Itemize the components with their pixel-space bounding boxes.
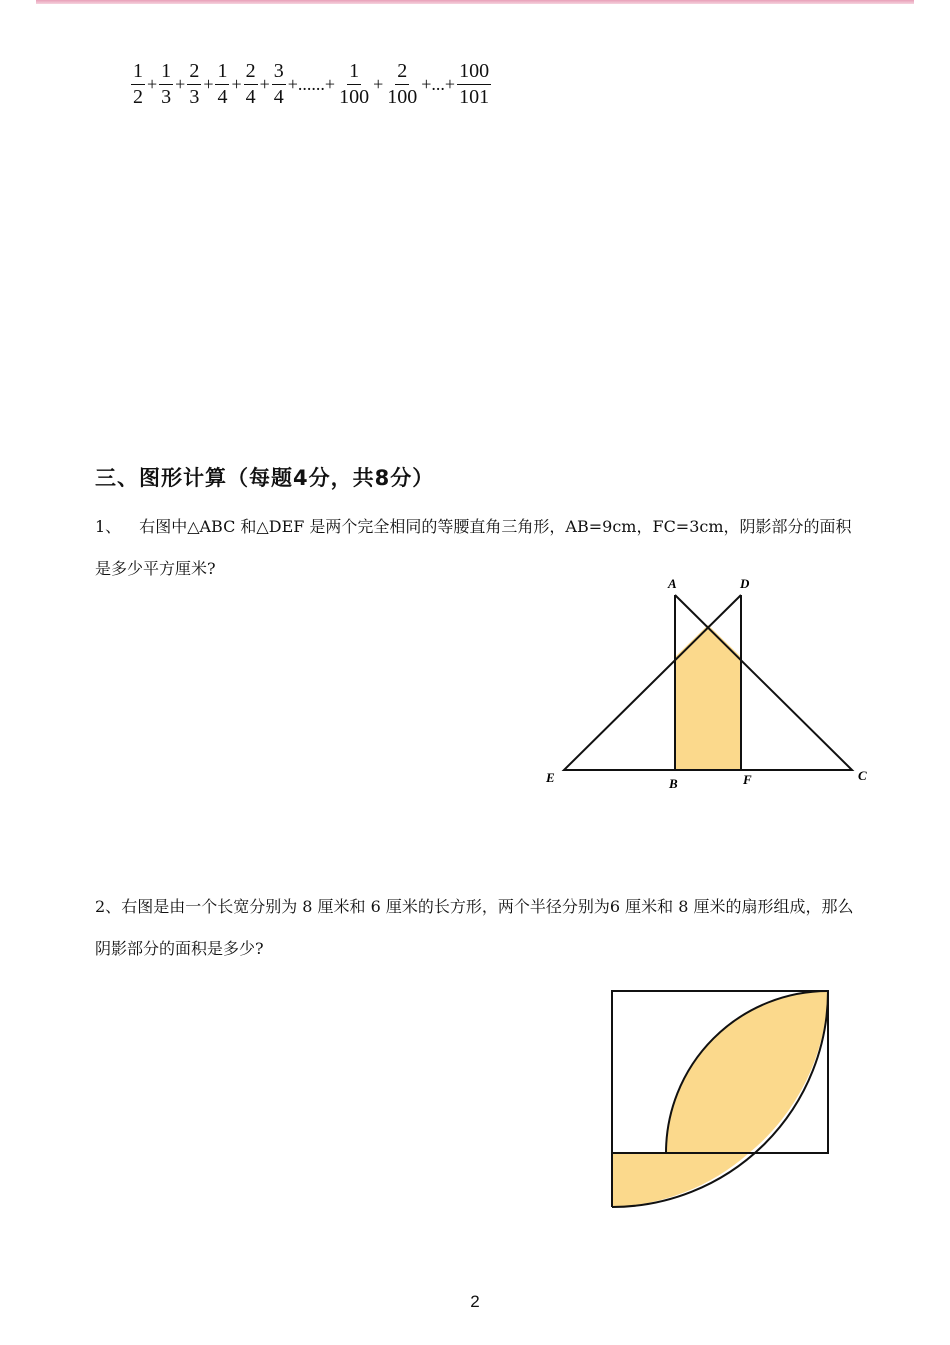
formula-fraction	[131, 61, 145, 108]
fraction-numerator: 1	[159, 61, 173, 85]
question-1-number: 1、	[95, 517, 122, 536]
formula-operator: +	[203, 73, 214, 94]
triangles-figure	[540, 570, 880, 800]
fraction-numerator: 1	[215, 61, 229, 85]
formula-operator: +......+	[287, 73, 336, 94]
fraction-sum-formula	[130, 56, 492, 112]
top-border	[36, 0, 914, 4]
formula-fraction	[159, 61, 173, 108]
question-1-text: 右图中△ABC 和△DEF 是两个完全相同的等腰直角三角形，AB=9cm，FC=3cm，阴影部分的面积是多少平方厘米?	[95, 517, 852, 578]
label-c: C	[858, 768, 867, 783]
fraction-numerator: 3	[272, 61, 286, 85]
fraction-denominator: 4	[273, 85, 284, 108]
label-b: B	[669, 776, 678, 791]
formula-fraction	[385, 61, 419, 108]
fraction-numerator: 100	[457, 61, 491, 85]
formula-fraction	[215, 61, 229, 108]
label-e: E	[546, 770, 555, 785]
page-number: 2	[470, 1292, 480, 1311]
formula-operator: +	[231, 73, 242, 94]
shaded-lower	[612, 1153, 749, 1207]
fraction-numerator: 2	[244, 61, 258, 85]
fraction-denominator: 101	[459, 85, 490, 108]
fraction-numerator: 1	[347, 61, 361, 85]
fraction-denominator: 100	[339, 85, 370, 108]
shaded-region	[675, 625, 741, 770]
formula-fraction	[272, 61, 286, 108]
rectangle-sectors-figure	[600, 980, 840, 1220]
formula-fraction	[457, 61, 491, 108]
formula-fraction	[187, 61, 201, 108]
question-2-number: 2、	[95, 897, 122, 916]
formula-operator: +	[147, 73, 158, 94]
fraction-denominator: 3	[161, 85, 172, 108]
question-2	[95, 886, 855, 970]
formula-operator: +...+	[421, 73, 456, 94]
fraction-denominator: 100	[387, 85, 418, 108]
fraction-numerator: 1	[131, 61, 145, 85]
label-f: F	[743, 772, 752, 787]
fraction-denominator: 3	[189, 85, 200, 108]
question-2-text: 右图是由一个长宽分别为 8 厘米和 6 厘米的长方形，两个半径分别为6 厘米和 8 厘米的扇形组成，那么阴影部分的面积是多少?	[95, 897, 854, 958]
shaded-lens	[666, 991, 828, 1153]
section-title: 三、图形计算（每题4分，共8分）	[95, 466, 435, 490]
label-d: D	[740, 576, 750, 591]
formula-fraction	[244, 61, 258, 108]
fraction-denominator: 4	[245, 85, 256, 108]
fraction-denominator: 2	[133, 85, 143, 108]
formula-operator: +	[259, 73, 270, 94]
formula-operator: +	[373, 73, 384, 94]
formula-fraction	[337, 61, 371, 108]
formula-operator: +	[175, 73, 186, 94]
fraction-numerator: 2	[395, 61, 409, 85]
fraction-numerator: 2	[187, 61, 201, 85]
fraction-denominator: 4	[217, 85, 228, 108]
label-a: A	[668, 576, 677, 591]
